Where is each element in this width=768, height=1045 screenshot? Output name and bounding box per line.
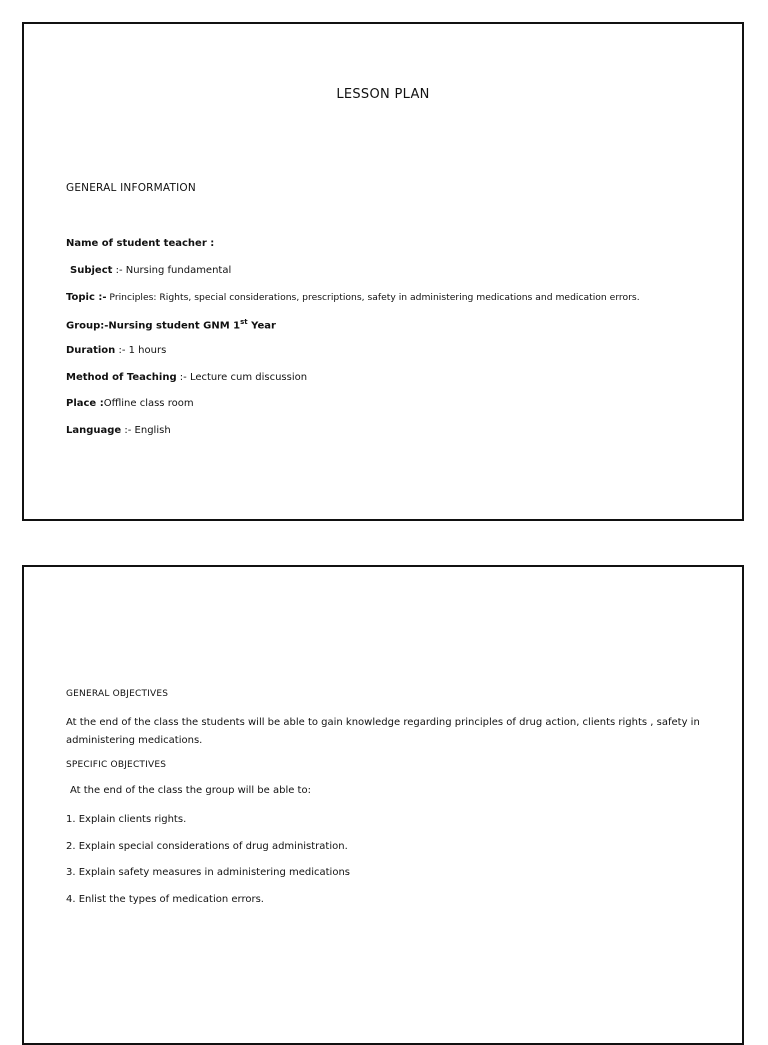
objective-item: 1. Explain clients rights. (66, 814, 187, 825)
lesson-plan-title: LESSON PLAN (336, 87, 430, 102)
subject-field (70, 265, 231, 276)
topic-label: Topic :- (66, 292, 107, 303)
method-field (66, 372, 307, 383)
place-label: Place : (66, 398, 104, 409)
general-information-heading: GENERAL INFORMATION (66, 182, 196, 194)
specific-objectives-heading: SPECIFIC OBJECTIVES (66, 760, 167, 770)
general-objectives-heading: GENERAL OBJECTIVES (66, 689, 169, 699)
duration-value: :- 1 hours (115, 345, 167, 356)
student-teacher-field (66, 238, 214, 249)
student-teacher-label: Name of student teacher : (66, 238, 215, 249)
place-field (66, 398, 194, 409)
group-label-end: Year (247, 320, 276, 332)
document-page-2 (22, 565, 744, 1045)
method-label: Method of Teaching (66, 372, 177, 383)
duration-label: Duration (66, 345, 116, 356)
place-value: Offline class room (103, 398, 194, 409)
language-label: Language (66, 425, 122, 436)
objective-item: 2. Explain special considerations of drug administration. (66, 841, 348, 852)
document-page-1 (22, 22, 744, 521)
group-superscript: st (240, 318, 248, 326)
subject-value: :- Nursing fundamental (112, 265, 232, 276)
topic-value: Principles: Rights, special considerations, prescriptions, safety in administering medications and medication errors. (106, 292, 640, 303)
duration-field (66, 345, 166, 356)
group-label: Group:-Nursing student GNM 1 (66, 320, 241, 332)
subject-label: Subject (70, 265, 113, 276)
method-value: :- Lecture cum discussion (176, 372, 308, 383)
topic-field (66, 292, 640, 303)
group-field (66, 318, 276, 331)
language-field (66, 425, 171, 436)
objective-item: 4. Enlist the types of medication errors. (66, 894, 264, 905)
specific-objectives-intro: At the end of the class the group will be able to: (70, 785, 311, 796)
objective-item: 3. Explain safety measures in administering medications (66, 867, 350, 878)
general-objectives-text: At the end of the class the students will be able to gain knowledge regarding principles of drug action, clients rights , safety in administering medications. (66, 717, 700, 746)
language-value: :- English (121, 425, 171, 436)
